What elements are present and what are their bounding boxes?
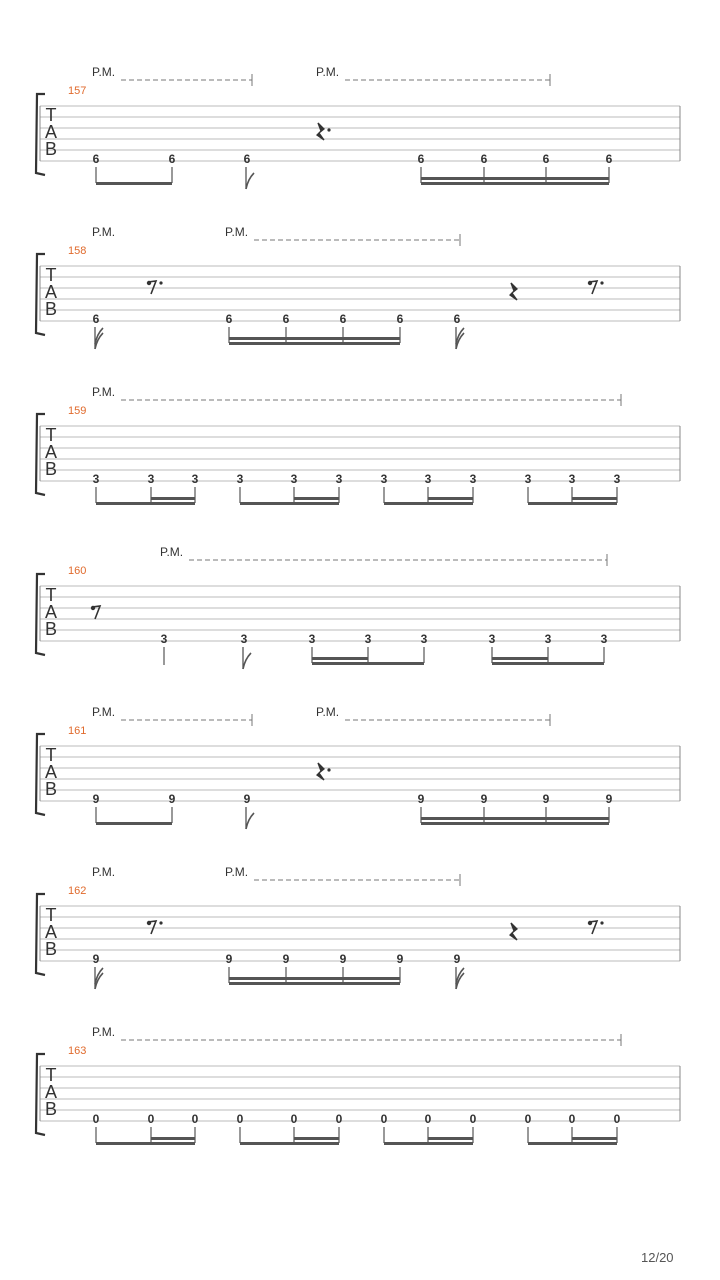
quarter-rest [317, 763, 324, 780]
quarter-rest [510, 283, 517, 300]
measure-number: 157 [68, 85, 87, 97]
note-flag [95, 328, 103, 344]
beam [421, 822, 609, 825]
note-flag [456, 328, 464, 344]
beam [229, 342, 400, 345]
measure-number: 163 [68, 1045, 87, 1057]
page-number: 12/20 [641, 1250, 674, 1265]
fret-number: 3 [308, 632, 316, 646]
note-flag [243, 653, 251, 669]
fret-number: 9 [92, 952, 100, 966]
fret-number: 3 [380, 472, 388, 486]
fret-number: 6 [453, 312, 461, 326]
tab-clef-letter: A [44, 1082, 58, 1102]
fret-number: 9 [92, 792, 100, 806]
fret-number: 3 [335, 472, 343, 486]
tab-clef-letter: B [44, 139, 58, 159]
fret-number: 3 [600, 632, 608, 646]
tab-clef-letter: T [45, 585, 57, 605]
tab-clef-letter: T [45, 425, 57, 445]
beam [294, 1137, 339, 1140]
fret-number: 0 [424, 1112, 432, 1126]
measure-number: 159 [68, 405, 87, 417]
fret-number: 9 [339, 952, 347, 966]
fret-number: 3 [240, 632, 248, 646]
beam [96, 502, 195, 505]
fret-number: 9 [417, 792, 425, 806]
fret-number: 3 [524, 472, 532, 486]
tab-clef-letter: A [44, 602, 58, 622]
tab-clef-letter: B [44, 299, 58, 319]
palm-mute-label: P.M. [92, 865, 116, 879]
fret-number: 6 [282, 312, 290, 326]
fret-number: 3 [544, 632, 552, 646]
beam [421, 182, 609, 185]
palm-mute-label: P.M. [316, 705, 340, 719]
beam [428, 497, 473, 500]
fret-number: 3 [568, 472, 576, 486]
beam [294, 497, 339, 500]
fret-number: 6 [92, 152, 100, 166]
palm-mute-label: P.M. [92, 705, 116, 719]
quarter-rest [510, 923, 517, 940]
fret-number: 0 [290, 1112, 298, 1126]
note-flag [246, 173, 254, 189]
beam [96, 1142, 195, 1145]
palm-mute-label: P.M. [92, 65, 116, 79]
rest-dot [327, 128, 330, 131]
fret-number: 3 [147, 472, 155, 486]
fret-number: 0 [92, 1112, 100, 1126]
palm-mute-label: P.M. [225, 225, 249, 239]
beam [229, 977, 400, 980]
beam [151, 497, 195, 500]
beam [384, 1142, 473, 1145]
palm-mute-label: P.M. [316, 65, 340, 79]
note-flag [246, 813, 254, 829]
fret-number: 6 [480, 152, 488, 166]
beam [572, 497, 617, 500]
fret-number: 9 [225, 952, 233, 966]
tab-system [36, 705, 680, 829]
measure-number: 160 [68, 565, 87, 577]
fret-number: 3 [424, 472, 432, 486]
tab-system [36, 385, 680, 505]
fret-number: 9 [542, 792, 550, 806]
beam [96, 182, 172, 185]
rest-dot [600, 921, 603, 924]
tab-clef-letter: B [44, 1099, 58, 1119]
fret-number: 3 [420, 632, 428, 646]
fret-number: 3 [290, 472, 298, 486]
fret-number: 0 [147, 1112, 155, 1126]
beam [96, 822, 172, 825]
fret-number: 0 [335, 1112, 343, 1126]
beam [421, 177, 609, 180]
beam [240, 502, 339, 505]
rest-dot [159, 281, 162, 284]
tab-clef-letter: T [45, 905, 57, 925]
tab-system [36, 1025, 680, 1145]
fret-number: 9 [396, 952, 404, 966]
measure-number: 158 [68, 245, 87, 257]
measure-number: 161 [68, 725, 87, 737]
tab-clef-letter: B [44, 779, 58, 799]
beam [528, 1142, 617, 1145]
fret-number: 9 [605, 792, 613, 806]
fret-number: 6 [417, 152, 425, 166]
fret-number: 3 [364, 632, 372, 646]
tab-clef-letter: A [44, 282, 58, 302]
beam [151, 1137, 195, 1140]
fret-number: 0 [191, 1112, 199, 1126]
quarter-rest [317, 123, 324, 140]
fret-number: 6 [396, 312, 404, 326]
tab-clef-letter: A [44, 442, 58, 462]
beam [312, 662, 424, 665]
fret-number: 6 [92, 312, 100, 326]
fret-number: 0 [469, 1112, 477, 1126]
tab-clef-letter: T [45, 745, 57, 765]
fret-number: 6 [339, 312, 347, 326]
rest-dot [327, 768, 330, 771]
fret-number: 0 [380, 1112, 388, 1126]
measure-number: 162 [68, 885, 87, 897]
fret-number: 3 [160, 632, 168, 646]
note-flag [456, 968, 464, 984]
fret-number: 9 [453, 952, 461, 966]
fret-number: 0 [236, 1112, 244, 1126]
rest-dot [600, 281, 603, 284]
fret-number: 6 [243, 152, 251, 166]
tab-clef-letter: B [44, 939, 58, 959]
tab-system [36, 225, 680, 349]
tab-clef-letter: T [45, 1065, 57, 1085]
beam [492, 662, 604, 665]
fret-number: 9 [480, 792, 488, 806]
fret-number: 3 [191, 472, 199, 486]
tab-clef-letter: B [44, 459, 58, 479]
fret-number: 9 [243, 792, 251, 806]
fret-number: 9 [168, 792, 176, 806]
rest-dot [159, 921, 162, 924]
fret-number: 3 [469, 472, 477, 486]
beam [492, 657, 548, 660]
beam [229, 337, 400, 340]
palm-mute-label: P.M. [160, 545, 184, 559]
palm-mute-label: P.M. [225, 865, 249, 879]
tab-clef-letter: T [45, 105, 57, 125]
tab-clef-letter: A [44, 922, 58, 942]
tab-clef-letter: T [45, 265, 57, 285]
fret-number: 3 [488, 632, 496, 646]
beam [240, 1142, 339, 1145]
tab-system [36, 545, 680, 669]
tab-system [36, 865, 680, 989]
fret-number: 3 [236, 472, 244, 486]
tab-clef-letter: A [44, 122, 58, 142]
fret-number: 6 [168, 152, 176, 166]
beam [229, 982, 400, 985]
fret-number: 0 [613, 1112, 621, 1126]
beam [312, 657, 368, 660]
palm-mute-label: P.M. [92, 225, 116, 239]
palm-mute-label: P.M. [92, 1025, 116, 1039]
beam [421, 817, 609, 820]
tab-clef-letter: B [44, 619, 58, 639]
tab-clef-letter: A [44, 762, 58, 782]
fret-number: 0 [524, 1112, 532, 1126]
fret-number: 6 [605, 152, 613, 166]
palm-mute-label: P.M. [92, 385, 116, 399]
fret-number: 6 [542, 152, 550, 166]
fret-number: 0 [568, 1112, 576, 1126]
note-flag [95, 968, 103, 984]
beam [528, 502, 617, 505]
fret-number: 3 [613, 472, 621, 486]
fret-number: 9 [282, 952, 290, 966]
beam [428, 1137, 473, 1140]
fret-number: 6 [225, 312, 233, 326]
beam [384, 502, 473, 505]
beam [572, 1137, 617, 1140]
fret-number: 3 [92, 472, 100, 486]
tab-system [36, 65, 680, 189]
